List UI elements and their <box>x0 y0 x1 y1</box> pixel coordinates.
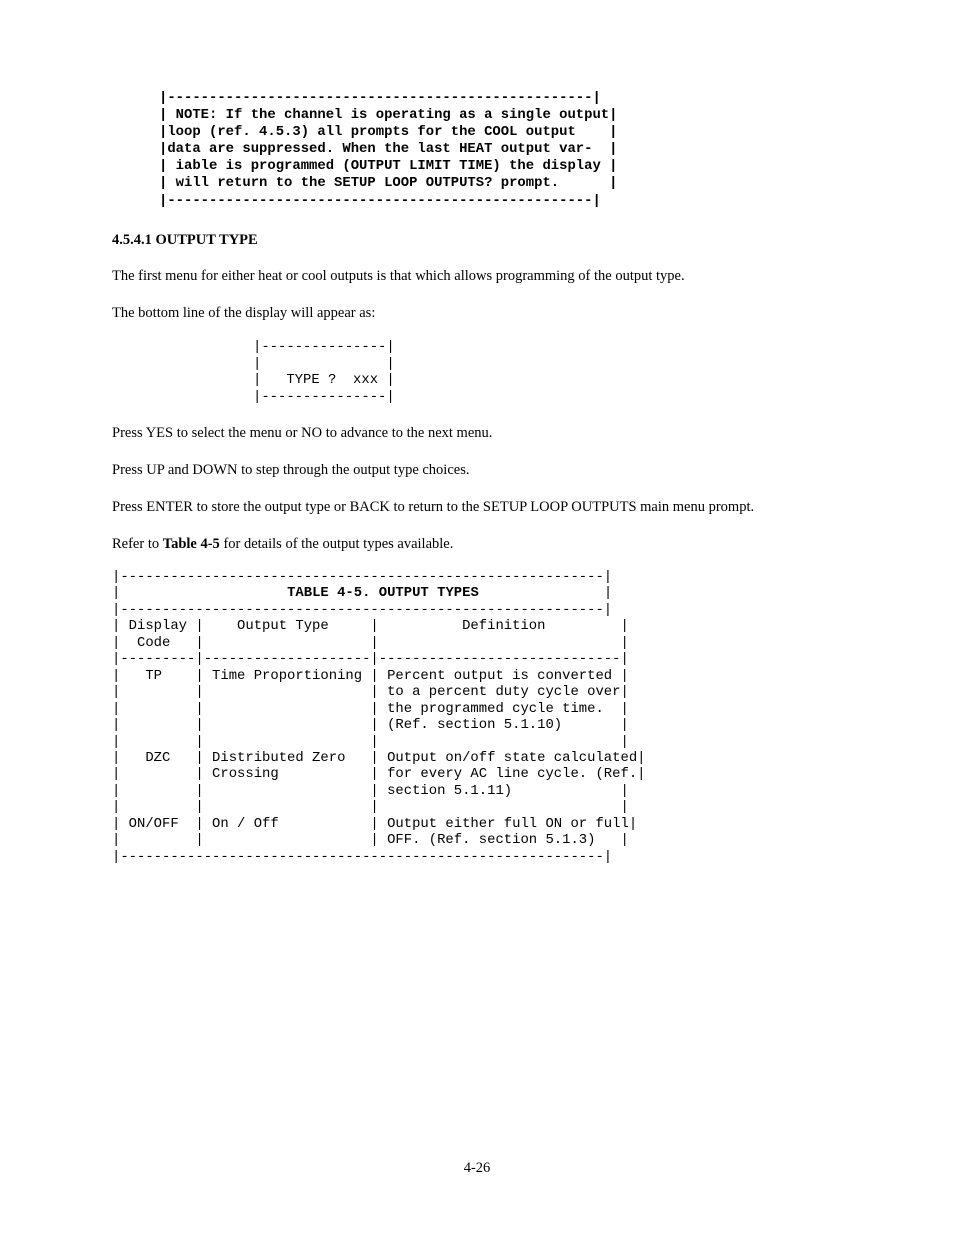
note-line: |---------------------------------------------------| <box>159 192 601 209</box>
press-up-paragraph: Press UP and DOWN to step through the output type choices. <box>112 462 470 478</box>
section-heading: 4.5.4.1 OUTPUT TYPE <box>112 232 258 248</box>
table-border: |----------------------------------------------------------| <box>112 601 613 618</box>
intro-paragraph: The first menu for either heat or cool outputs is that which allows programming of the output type. <box>112 268 685 284</box>
note-line: | NOTE: If the channel is operating as a single output| <box>159 107 618 124</box>
display-box <box>253 339 395 405</box>
note-line: |data are suppressed. When the last HEAT output var- | <box>159 141 618 158</box>
refer-suffix: for details of the output types available. <box>219 536 454 552</box>
display-line: | | <box>253 355 395 372</box>
table-title: TABLE 4-5. OUTPUT TYPES <box>287 585 479 602</box>
table-row: | | | | <box>112 799 629 816</box>
table-row: | | | the programmed cycle time. | <box>112 700 629 717</box>
page-number: 4-26 <box>463 1160 491 1176</box>
table-row: | | | to a percent duty cycle over| <box>112 684 629 701</box>
table-header-row: | Display | Output Type | Definition | <box>112 618 629 635</box>
table-row: | ON/OFF | On / Off | Output either full ON or full| <box>112 815 638 832</box>
table-row: | TP | Time Proportioning | Percent output is converted | <box>112 667 629 684</box>
note-box <box>159 90 617 210</box>
output-types-table <box>112 569 646 865</box>
note-line: | iable is programmed (OUTPUT LIMIT TIME) the display | <box>159 158 618 175</box>
table-border: |----------------------------------------------------------| <box>112 848 613 865</box>
table-row: | DZC | Distributed Zero | Output on/off state calculated| <box>112 749 646 766</box>
table-row: | | | section 5.1.11) | <box>112 782 629 799</box>
table-header-row: | Code | | | <box>112 634 629 651</box>
note-line: | will return to the SETUP LOOP OUTPUTS? prompt. | <box>159 175 618 192</box>
table-row: | | | (Ref. section 5.1.10) | <box>112 717 629 734</box>
refer-prefix: Refer to <box>112 536 163 552</box>
note-line: |---------------------------------------------------| <box>159 90 601 106</box>
note-line: |loop (ref. 4.5.3) all prompts for the COOL output | <box>159 124 618 141</box>
refer-paragraph <box>112 536 453 553</box>
press-enter-paragraph: Press ENTER to store the output type or BACK to return to the SETUP LOOP OUTPUTS main menu prompt. <box>112 499 755 515</box>
display-intro-paragraph: The bottom line of the display will appear as: <box>112 305 376 321</box>
table-row: | | Crossing | for every AC line cycle. (Ref.| <box>112 766 646 783</box>
display-line: |---------------| <box>253 339 395 355</box>
display-line: |---------------| <box>253 388 395 405</box>
table-row: | | | OFF. (Ref. section 5.1.3) | <box>112 832 629 849</box>
table-reference: Table 4-5 <box>162 536 220 552</box>
table-border: |----------------------------------------------------------| <box>112 569 613 585</box>
table-row: | | | | <box>112 733 629 750</box>
display-line: | TYPE ? xxx | <box>253 372 395 388</box>
press-yes-paragraph: Press YES to select the menu or NO to advance to the next menu. <box>112 425 493 441</box>
table-title-line: | TABLE 4-5. OUTPUT TYPES | <box>112 585 613 602</box>
table-divider: |---------|--------------------|-----------------------------| <box>112 651 629 668</box>
